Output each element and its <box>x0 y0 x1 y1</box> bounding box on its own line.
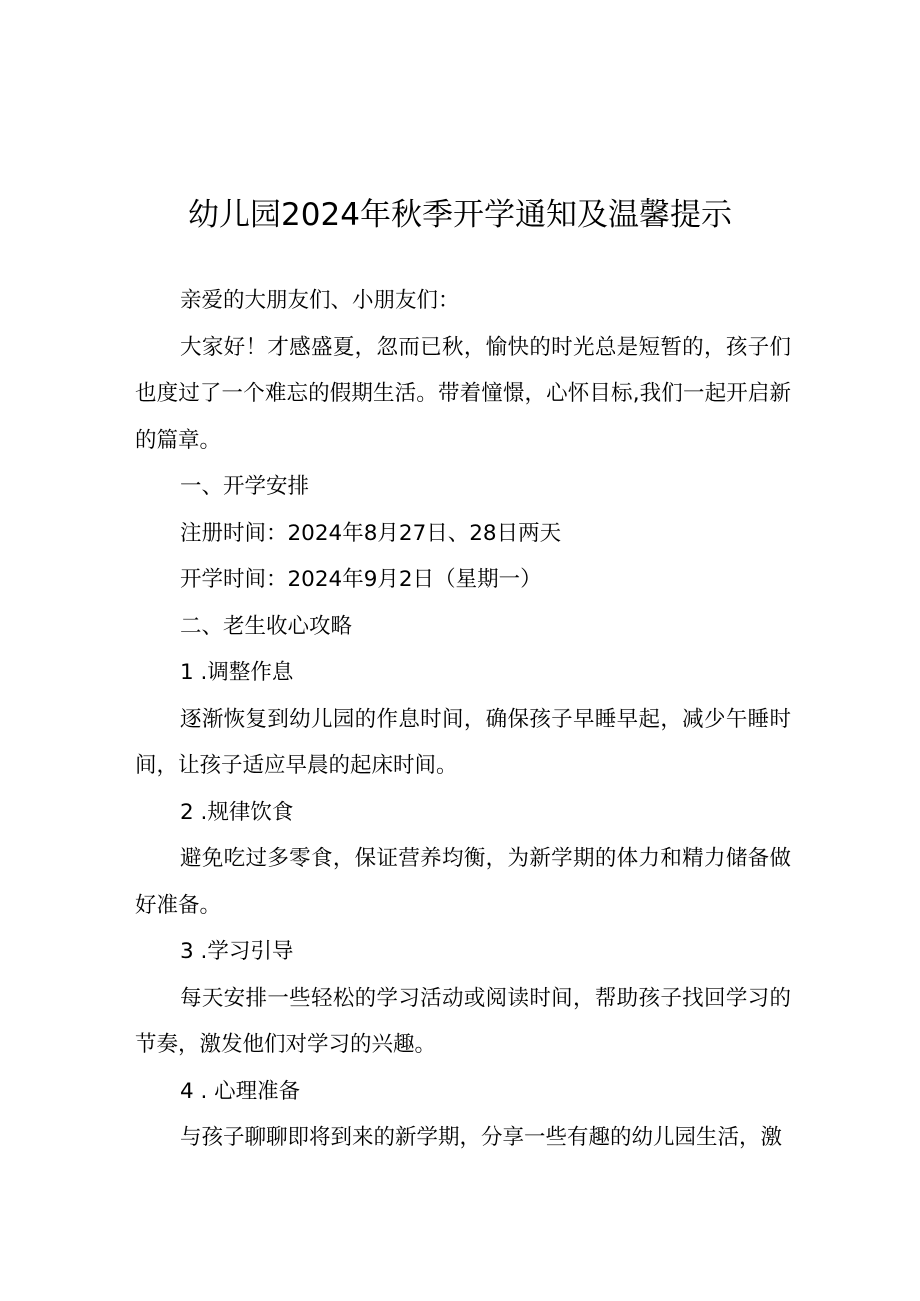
tip-heading-mental: 4 . 心理准备 <box>180 1078 301 1104</box>
tip-heading-study: 3 .学习引导 <box>180 939 294 964</box>
tip-text-diet: 避免吃过多零食，保证营养均衡，为新学期的体力和精力储备做好准备。 <box>135 846 791 918</box>
tip-text-schedule: 逐渐恢复到幼儿园的作息时间，确保孩子早睡早起，减少午睡时间，让孩子适应早晨的起床时间。 <box>135 706 791 778</box>
greeting: 亲爱的大朋友们、小朋友们： <box>180 288 460 313</box>
tip-text-mental: 与孩子聊聊即将到来的新学期，分享一些有趣的幼儿园生活，激 <box>180 1125 783 1150</box>
tip-heading-schedule: 1 .调整作息 <box>180 660 294 685</box>
intro-paragraph: 大家好！才感盛夏，忽而已秋，愉快的时光总是短暂的，孩子们也度过了一个难忘的假期生活。带着憧憬，心怀目标,我们一起开启新的篇章。 <box>135 334 791 453</box>
registration-time: 注册时间：2024年8月27日、28日两天 <box>180 520 562 546</box>
section-heading-tips: 二、老生收心攻略 <box>180 613 353 639</box>
tip-text-study: 每天安排一些轻松的学习活动或阅读时间，帮助孩子找回学习的节奏，激发他们对学习的兴趣。 <box>135 985 791 1057</box>
school-start-time: 开学时间：2024年9月2日（星期一） <box>180 567 542 592</box>
tip-heading-diet: 2 .规律饮食 <box>180 799 294 825</box>
document-body <box>135 278 791 1162</box>
document-title: 幼儿园2024年秋季开学通知及温馨提示 <box>188 196 732 233</box>
section-heading-schedule: 一、开学安排 <box>180 474 310 499</box>
